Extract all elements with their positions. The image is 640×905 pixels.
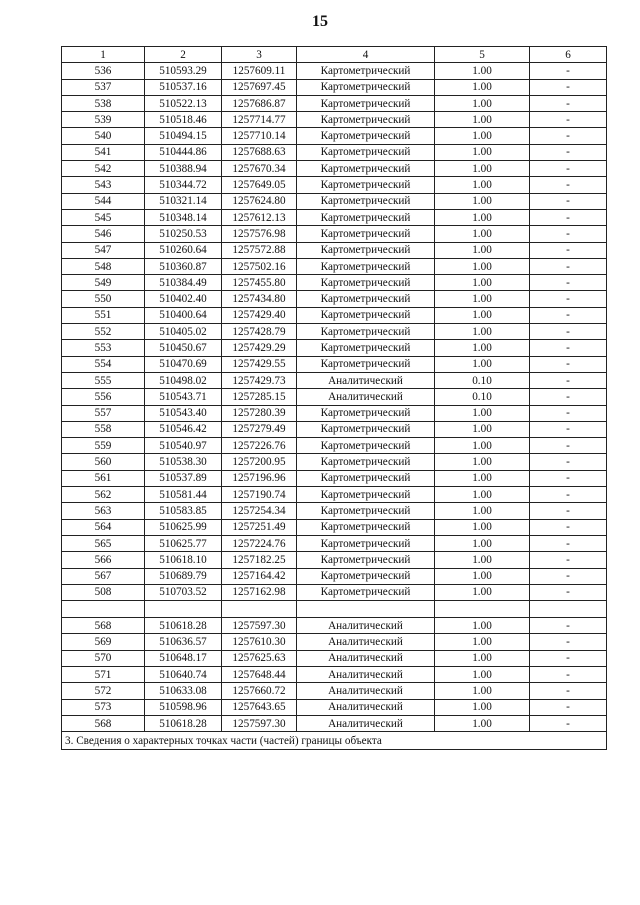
method-cell: Аналитический (297, 650, 435, 666)
table-row (62, 95, 607, 111)
point-number-cell: 570 (62, 650, 145, 666)
point-number-cell: 565 (62, 535, 145, 551)
x-coordinate-cell: 510540.97 (145, 438, 222, 454)
note-cell: - (530, 128, 607, 144)
y-coordinate-cell: 1257162.98 (222, 584, 297, 600)
y-coordinate-cell: 1257572.88 (222, 242, 297, 258)
table-row (62, 618, 607, 634)
x-coordinate-cell: 510618.28 (145, 618, 222, 634)
y-coordinate-cell: 1257670.34 (222, 161, 297, 177)
table-row (62, 519, 607, 535)
point-number-cell: 544 (62, 193, 145, 209)
y-coordinate-cell: 1257576.98 (222, 226, 297, 242)
accuracy-cell: 1.00 (435, 340, 530, 356)
y-coordinate-cell: 1257429.73 (222, 372, 297, 388)
table-row (62, 258, 607, 274)
x-coordinate-cell: 510537.16 (145, 79, 222, 95)
method-cell: Аналитический (297, 699, 435, 715)
note-cell: - (530, 568, 607, 584)
note-cell: - (530, 454, 607, 470)
table-row (62, 209, 607, 225)
x-coordinate-cell: 510618.10 (145, 552, 222, 568)
x-coordinate-cell: 510593.29 (145, 63, 222, 79)
empty-cell (530, 601, 607, 618)
x-coordinate-cell: 510598.96 (145, 699, 222, 715)
point-number-cell: 558 (62, 421, 145, 437)
method-cell: Картометрический (297, 209, 435, 225)
x-coordinate-cell: 510250.53 (145, 226, 222, 242)
table-row (62, 291, 607, 307)
table-row (62, 584, 607, 600)
method-cell: Аналитический (297, 715, 435, 731)
point-number-cell: 536 (62, 63, 145, 79)
x-coordinate-cell: 510470.69 (145, 356, 222, 372)
note-cell: - (530, 438, 607, 454)
section-note-row (62, 732, 607, 750)
note-cell: - (530, 405, 607, 421)
point-number-cell: 566 (62, 552, 145, 568)
accuracy-cell: 1.00 (435, 503, 530, 519)
point-number-cell: 554 (62, 356, 145, 372)
note-cell: - (530, 535, 607, 551)
table-row (62, 307, 607, 323)
point-number-cell: 545 (62, 209, 145, 225)
table-row (62, 568, 607, 584)
accuracy-cell: 1.00 (435, 438, 530, 454)
note-cell: - (530, 650, 607, 666)
x-coordinate-cell: 510321.14 (145, 193, 222, 209)
accuracy-cell: 1.00 (435, 405, 530, 421)
accuracy-cell: 1.00 (435, 258, 530, 274)
accuracy-cell: 1.00 (435, 275, 530, 291)
note-cell: - (530, 79, 607, 95)
y-coordinate-cell: 1257710.14 (222, 128, 297, 144)
point-number-cell: 550 (62, 291, 145, 307)
note-cell: - (530, 63, 607, 79)
x-coordinate-cell: 510648.17 (145, 650, 222, 666)
coordinates-table (61, 46, 607, 750)
table-row (62, 226, 607, 242)
method-cell: Аналитический (297, 634, 435, 650)
note-cell: - (530, 584, 607, 600)
note-cell: - (530, 144, 607, 160)
method-cell: Картометрический (297, 356, 435, 372)
note-cell: - (530, 715, 607, 731)
accuracy-cell: 1.00 (435, 144, 530, 160)
note-cell: - (530, 95, 607, 111)
x-coordinate-cell: 2 (145, 47, 222, 63)
y-coordinate-cell: 1257164.42 (222, 568, 297, 584)
point-number-cell: 541 (62, 144, 145, 160)
accuracy-cell: 1.00 (435, 209, 530, 225)
accuracy-cell: 1.00 (435, 470, 530, 486)
y-coordinate-cell: 1257196.96 (222, 470, 297, 486)
method-cell: Картометрический (297, 242, 435, 258)
point-number-cell: 508 (62, 584, 145, 600)
accuracy-cell: 1.00 (435, 618, 530, 634)
point-number-cell: 542 (62, 161, 145, 177)
x-coordinate-cell: 510384.49 (145, 275, 222, 291)
accuracy-cell: 1.00 (435, 177, 530, 193)
method-cell: Картометрический (297, 95, 435, 111)
x-coordinate-cell: 510388.94 (145, 161, 222, 177)
y-coordinate-cell: 1257182.25 (222, 552, 297, 568)
point-number-cell: 559 (62, 438, 145, 454)
table-row (62, 503, 607, 519)
empty-cell (435, 601, 530, 618)
method-cell: Аналитический (297, 389, 435, 405)
point-number-cell: 540 (62, 128, 145, 144)
x-coordinate-cell: 510625.99 (145, 519, 222, 535)
x-coordinate-cell: 510689.79 (145, 568, 222, 584)
point-number-cell: 553 (62, 340, 145, 356)
note-cell: - (530, 177, 607, 193)
x-coordinate-cell: 510537.89 (145, 470, 222, 486)
note-cell: - (530, 307, 607, 323)
x-coordinate-cell: 510522.13 (145, 95, 222, 111)
method-cell: Картометрический (297, 193, 435, 209)
point-number-cell: 546 (62, 226, 145, 242)
y-coordinate-cell: 1257434.80 (222, 291, 297, 307)
x-coordinate-cell: 510640.74 (145, 666, 222, 682)
accuracy-cell: 1.00 (435, 683, 530, 699)
accuracy-cell: 1.00 (435, 291, 530, 307)
table-row (62, 715, 607, 731)
x-coordinate-cell: 510546.42 (145, 421, 222, 437)
table-row (62, 324, 607, 340)
point-number-cell: 557 (62, 405, 145, 421)
point-number-cell: 568 (62, 618, 145, 634)
x-coordinate-cell: 510633.08 (145, 683, 222, 699)
method-cell: Картометрический (297, 307, 435, 323)
point-number-cell: 543 (62, 177, 145, 193)
method-cell: Картометрический (297, 552, 435, 568)
table-row (62, 372, 607, 388)
y-coordinate-cell: 1257429.40 (222, 307, 297, 323)
coordinates-table-body (62, 47, 607, 750)
accuracy-cell: 0.10 (435, 389, 530, 405)
empty-cell (222, 601, 297, 618)
point-number-cell: 564 (62, 519, 145, 535)
table-row (62, 79, 607, 95)
method-cell: Картометрический (297, 519, 435, 535)
point-number-cell: 538 (62, 95, 145, 111)
accuracy-cell: 1.00 (435, 519, 530, 535)
method-cell: Аналитический (297, 683, 435, 699)
method-cell: Картометрический (297, 584, 435, 600)
table-row (62, 356, 607, 372)
method-cell: Картометрический (297, 258, 435, 274)
accuracy-cell: 1.00 (435, 79, 530, 95)
y-coordinate-cell: 1257697.45 (222, 79, 297, 95)
x-coordinate-cell: 510625.77 (145, 535, 222, 551)
note-cell: - (530, 356, 607, 372)
empty-cell (62, 601, 145, 618)
table-row (62, 275, 607, 291)
accuracy-cell: 1.00 (435, 128, 530, 144)
point-number-cell: 1 (62, 47, 145, 63)
table-row (62, 650, 607, 666)
y-coordinate-cell: 1257597.30 (222, 715, 297, 731)
section-note: 3. Сведения о характерных точках части (частей) границы объекта (62, 732, 607, 750)
method-cell: Картометрический (297, 438, 435, 454)
accuracy-cell: 1.00 (435, 568, 530, 584)
table-row (62, 454, 607, 470)
x-coordinate-cell: 510543.40 (145, 405, 222, 421)
separator-row (62, 601, 607, 618)
y-coordinate-cell: 1257226.76 (222, 438, 297, 454)
y-coordinate-cell: 1257643.65 (222, 699, 297, 715)
accuracy-cell: 1.00 (435, 699, 530, 715)
accuracy-cell: 1.00 (435, 324, 530, 340)
accuracy-cell: 1.00 (435, 242, 530, 258)
method-cell: 4 (297, 47, 435, 63)
table-row (62, 421, 607, 437)
point-number-cell: 537 (62, 79, 145, 95)
note-cell: - (530, 699, 607, 715)
point-number-cell: 551 (62, 307, 145, 323)
y-coordinate-cell: 1257455.80 (222, 275, 297, 291)
accuracy-cell: 0.10 (435, 372, 530, 388)
accuracy-cell: 1.00 (435, 715, 530, 731)
table-row (62, 389, 607, 405)
method-cell: Картометрический (297, 421, 435, 437)
method-cell: Картометрический (297, 291, 435, 307)
table-row (62, 177, 607, 193)
note-cell: - (530, 634, 607, 650)
note-cell: - (530, 324, 607, 340)
x-coordinate-cell: 510581.44 (145, 487, 222, 503)
note-cell: - (530, 291, 607, 307)
table-row (62, 128, 607, 144)
method-cell: Картометрический (297, 275, 435, 291)
method-cell: Картометрический (297, 324, 435, 340)
y-coordinate-cell: 1257285.15 (222, 389, 297, 405)
x-coordinate-cell: 510260.64 (145, 242, 222, 258)
x-coordinate-cell: 510405.02 (145, 324, 222, 340)
method-cell: Картометрический (297, 226, 435, 242)
table-row (62, 242, 607, 258)
note-cell: 6 (530, 47, 607, 63)
accuracy-cell: 1.00 (435, 95, 530, 111)
method-cell: Картометрический (297, 161, 435, 177)
accuracy-cell: 1.00 (435, 584, 530, 600)
point-number-cell: 572 (62, 683, 145, 699)
accuracy-cell: 1.00 (435, 63, 530, 79)
point-number-cell: 568 (62, 715, 145, 731)
y-coordinate-cell: 1257429.29 (222, 340, 297, 356)
y-coordinate-cell: 1257660.72 (222, 683, 297, 699)
accuracy-cell: 5 (435, 47, 530, 63)
point-number-cell: 555 (62, 372, 145, 388)
y-coordinate-cell: 1257610.30 (222, 634, 297, 650)
point-number-cell: 549 (62, 275, 145, 291)
point-number-cell: 571 (62, 666, 145, 682)
table-row (62, 470, 607, 486)
note-cell: - (530, 275, 607, 291)
point-number-cell: 569 (62, 634, 145, 650)
table-row (62, 683, 607, 699)
y-coordinate-cell: 1257648.44 (222, 666, 297, 682)
method-cell: Аналитический (297, 372, 435, 388)
accuracy-cell: 1.00 (435, 552, 530, 568)
table-row (62, 112, 607, 128)
x-coordinate-cell: 510450.67 (145, 340, 222, 356)
x-coordinate-cell: 510344.72 (145, 177, 222, 193)
accuracy-cell: 1.00 (435, 666, 530, 682)
table-row (62, 552, 607, 568)
table-row (62, 487, 607, 503)
table-row (62, 634, 607, 650)
note-cell: - (530, 552, 607, 568)
method-cell: Картометрический (297, 503, 435, 519)
y-coordinate-cell: 1257279.49 (222, 421, 297, 437)
accuracy-cell: 1.00 (435, 307, 530, 323)
y-coordinate-cell: 1257254.34 (222, 503, 297, 519)
table-row (62, 405, 607, 421)
y-coordinate-cell: 1257200.95 (222, 454, 297, 470)
accuracy-cell: 1.00 (435, 634, 530, 650)
y-coordinate-cell: 1257428.79 (222, 324, 297, 340)
note-cell: - (530, 161, 607, 177)
method-cell: Картометрический (297, 470, 435, 486)
table-row (62, 193, 607, 209)
accuracy-cell: 1.00 (435, 161, 530, 177)
y-coordinate-cell: 1257649.05 (222, 177, 297, 193)
table-row (62, 535, 607, 551)
note-cell: - (530, 618, 607, 634)
table-row (62, 666, 607, 682)
y-coordinate-cell: 1257502.16 (222, 258, 297, 274)
point-number-cell: 552 (62, 324, 145, 340)
x-coordinate-cell: 510400.64 (145, 307, 222, 323)
accuracy-cell: 1.00 (435, 650, 530, 666)
method-cell: Картометрический (297, 405, 435, 421)
table-row (62, 699, 607, 715)
method-cell: Картометрический (297, 79, 435, 95)
method-cell: Картометрический (297, 63, 435, 79)
empty-cell (297, 601, 435, 618)
y-coordinate-cell: 1257251.49 (222, 519, 297, 535)
note-cell: - (530, 519, 607, 535)
note-cell: - (530, 209, 607, 225)
note-cell: - (530, 258, 607, 274)
note-cell: - (530, 666, 607, 682)
accuracy-cell: 1.00 (435, 226, 530, 242)
y-coordinate-cell: 1257224.76 (222, 535, 297, 551)
y-coordinate-cell: 3 (222, 47, 297, 63)
point-number-cell: 556 (62, 389, 145, 405)
point-number-cell: 561 (62, 470, 145, 486)
note-cell: - (530, 487, 607, 503)
note-cell: - (530, 503, 607, 519)
y-coordinate-cell: 1257429.55 (222, 356, 297, 372)
method-cell: Картометрический (297, 535, 435, 551)
x-coordinate-cell: 510703.52 (145, 584, 222, 600)
accuracy-cell: 1.00 (435, 535, 530, 551)
method-cell: Картометрический (297, 454, 435, 470)
x-coordinate-cell: 510498.02 (145, 372, 222, 388)
page-number: 15 (312, 13, 328, 30)
x-coordinate-cell: 510543.71 (145, 389, 222, 405)
x-coordinate-cell: 510636.57 (145, 634, 222, 650)
note-cell: - (530, 242, 607, 258)
method-cell: Картометрический (297, 487, 435, 503)
method-cell: Картометрический (297, 144, 435, 160)
y-coordinate-cell: 1257609.11 (222, 63, 297, 79)
empty-cell (145, 601, 222, 618)
point-number-cell: 563 (62, 503, 145, 519)
y-coordinate-cell: 1257688.63 (222, 144, 297, 160)
point-number-cell: 573 (62, 699, 145, 715)
point-number-cell: 560 (62, 454, 145, 470)
accuracy-cell: 1.00 (435, 193, 530, 209)
table-row (62, 161, 607, 177)
y-coordinate-cell: 1257597.30 (222, 618, 297, 634)
x-coordinate-cell: 510360.87 (145, 258, 222, 274)
x-coordinate-cell: 510348.14 (145, 209, 222, 225)
note-cell: - (530, 340, 607, 356)
y-coordinate-cell: 1257686.87 (222, 95, 297, 111)
note-cell: - (530, 112, 607, 128)
table-row (62, 144, 607, 160)
method-cell: Картометрический (297, 128, 435, 144)
note-cell: - (530, 372, 607, 388)
x-coordinate-cell: 510494.15 (145, 128, 222, 144)
point-number-cell: 547 (62, 242, 145, 258)
table-header-row (62, 47, 607, 63)
x-coordinate-cell: 510618.28 (145, 715, 222, 731)
table-row (62, 340, 607, 356)
y-coordinate-cell: 1257612.13 (222, 209, 297, 225)
x-coordinate-cell: 510583.85 (145, 503, 222, 519)
x-coordinate-cell: 510538.30 (145, 454, 222, 470)
x-coordinate-cell: 510518.46 (145, 112, 222, 128)
note-cell: - (530, 389, 607, 405)
method-cell: Аналитический (297, 618, 435, 634)
note-cell: - (530, 226, 607, 242)
note-cell: - (530, 683, 607, 699)
method-cell: Аналитический (297, 666, 435, 682)
method-cell: Картометрический (297, 340, 435, 356)
point-number-cell: 562 (62, 487, 145, 503)
note-cell: - (530, 421, 607, 437)
method-cell: Картометрический (297, 112, 435, 128)
accuracy-cell: 1.00 (435, 356, 530, 372)
accuracy-cell: 1.00 (435, 454, 530, 470)
y-coordinate-cell: 1257624.80 (222, 193, 297, 209)
accuracy-cell: 1.00 (435, 487, 530, 503)
x-coordinate-cell: 510402.40 (145, 291, 222, 307)
accuracy-cell: 1.00 (435, 112, 530, 128)
y-coordinate-cell: 1257190.74 (222, 487, 297, 503)
method-cell: Картометрический (297, 177, 435, 193)
y-coordinate-cell: 1257280.39 (222, 405, 297, 421)
note-cell: - (530, 470, 607, 486)
x-coordinate-cell: 510444.86 (145, 144, 222, 160)
table-row (62, 438, 607, 454)
accuracy-cell: 1.00 (435, 421, 530, 437)
note-cell: - (530, 193, 607, 209)
y-coordinate-cell: 1257625.63 (222, 650, 297, 666)
point-number-cell: 548 (62, 258, 145, 274)
point-number-cell: 567 (62, 568, 145, 584)
y-coordinate-cell: 1257714.77 (222, 112, 297, 128)
table-row (62, 63, 607, 79)
point-number-cell: 539 (62, 112, 145, 128)
method-cell: Картометрический (297, 568, 435, 584)
